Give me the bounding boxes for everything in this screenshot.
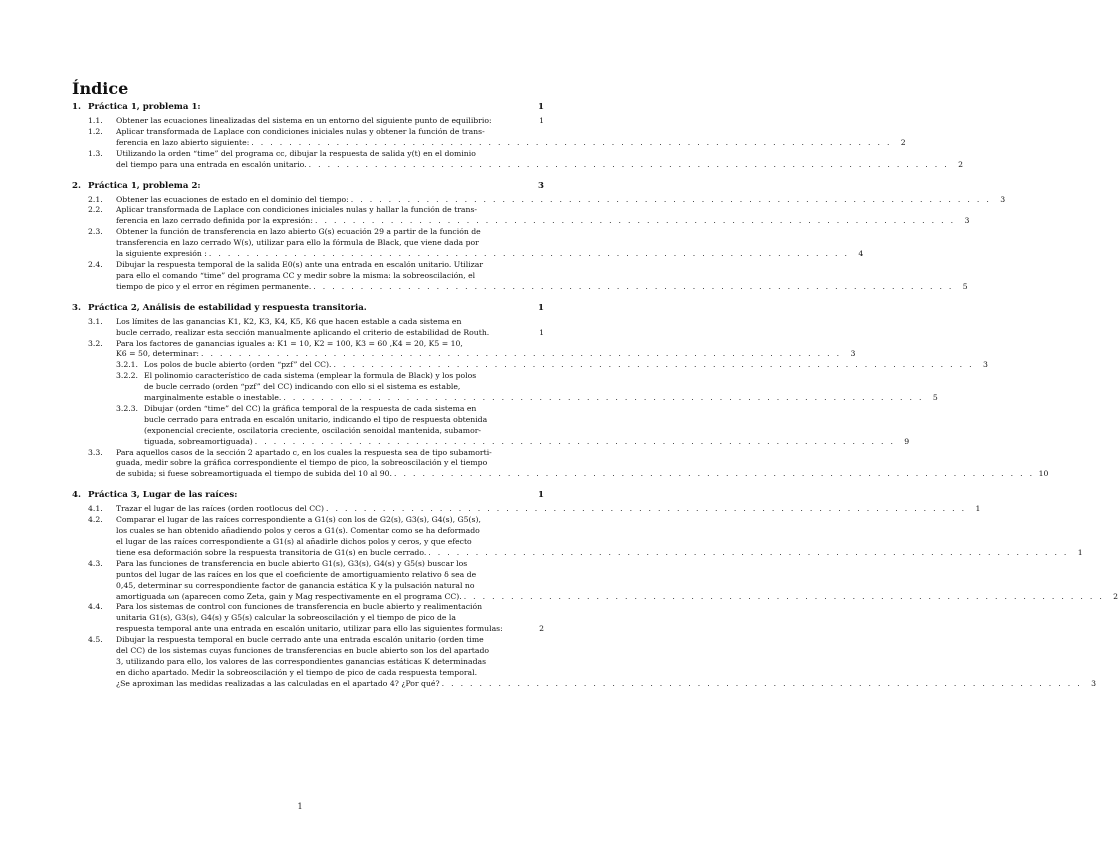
toc-entry[interactable]: [72, 602, 544, 635]
entry-last-line: [144, 360, 974, 371]
toc-section: [72, 180, 1006, 293]
entry-last-line: [116, 328, 530, 339]
dot-leader: . . . . . . . . . . . . . . . . . . . . . . . . . . . . . . . . . . . . . . . . . . . . . . . . . . . . . . . . . . . . . . . . . . . .: [200, 349, 842, 359]
entry-text: [116, 515, 1069, 559]
toc-entry[interactable]: [72, 371, 938, 404]
entry-text: [116, 116, 530, 127]
section-page: 1: [538, 302, 544, 313]
entry-line: Los límites de las ganancias K1, K2, K3, K4, K5, K6 que hacen estable a cada sistema en: [116, 316, 462, 326]
entry-line: respuesta temporal ante una entrada en escalón unitario, utilizar para ello las siguientes formulas:: [116, 624, 503, 634]
entry-page: 5: [962, 281, 968, 291]
toc-entry[interactable]: [72, 317, 544, 339]
entry-line: Utilizando la orden “time” del programa cc, dibujar la respuesta de salida y(t) en el dominio: [116, 148, 476, 158]
toc-entry[interactable]: [72, 403, 910, 448]
entry-text: [116, 602, 530, 635]
entry-text: [116, 149, 949, 171]
entry-line: Obtener las ecuaciones linealizadas del sistema en un entorno del siguiente punto de equilibrio:: [116, 116, 492, 125]
entry-line: amortiguada ωn (aparecen como Zeta, gain y Mag respectivamente en el programa CC).: [116, 591, 462, 601]
entry-line: Obtener las ecuaciones de estado en el dominio del tiempo:: [116, 194, 349, 204]
entry-number: 3.2.1.: [116, 360, 139, 370]
dot-leader: . . . . . . . . . . . . . . . . . . . . . . . . . . . . . . . . . . . . . . . . . . . . . . . . . . . . . . . . . . . . . . . . . . . .: [251, 137, 892, 147]
dot-leader: . . . . . . . . . . . . . . . . . . . . . . . . . . . . . . . . . . . . . . . . . . . . . . . . . . . . . . . . . . . . . . . . . . . .: [254, 436, 896, 446]
entry-text: [144, 360, 974, 371]
entry-text: [116, 559, 1104, 603]
entry-line: tiene esa deformación sobre la respuesta transitoria de G1(s) en bucle cerrado.: [116, 547, 427, 557]
entry-line: 3, utilizando para ello, los valores de las correspondientes ganancias estáticas K determinadas: [116, 656, 487, 666]
section-title: Práctica 1, problema 1:: [88, 102, 201, 112]
entry-text: [116, 227, 849, 260]
entry-number: 2.2.: [88, 205, 103, 215]
entry-line: Aplicar transformada de Laplace con condiciones iniciales nulas y hallar la función de trans-: [116, 205, 478, 215]
entry-text: [116, 127, 892, 149]
entry-number: 3.3.: [88, 447, 103, 457]
entry-line: Para las funciones de transferencia en bucle abierto G1(s), G3(s), G4(s) y G5(s) buscar los: [116, 558, 468, 568]
entry-text: [116, 504, 966, 515]
entry-text: [116, 317, 530, 339]
entry-page: 4: [858, 249, 864, 259]
toc-section: [72, 302, 1049, 481]
section-number: 1.: [72, 102, 81, 112]
section-number: 4.: [72, 490, 81, 501]
entry-line: de bucle cerrado (orden “pzf” del CC) indicando con ello si el sistema es estable,: [144, 382, 461, 392]
section-page: 1: [538, 490, 544, 501]
entry-line: Trazar el lugar de las raíces (orden rootlocus del CC): [116, 504, 324, 514]
toc-entry[interactable]: [72, 338, 856, 361]
entry-text: [144, 371, 924, 404]
entry-page: 3: [982, 360, 988, 370]
section-page: 3: [538, 180, 544, 191]
entry-line: para ello el comando “time” del programa CC y medir sobre la misma: la sobreoscilación, el: [116, 270, 476, 280]
entry-text: [116, 339, 841, 361]
entry-line: Para los sistemas de control con funciones de transferencia en bucle abierto y realimentación: [116, 602, 483, 612]
entry-number: 3.2.3.: [116, 403, 139, 413]
entry-last-line: [116, 624, 530, 635]
entry-page: 3: [1000, 194, 1006, 204]
section-title: Práctica 1, problema 2:: [88, 180, 201, 191]
toc-section: [72, 102, 963, 171]
dot-leader: . . . . . . . . . . . . . . . . . . . . . . . . . . . . . . . . . . . . . . . . . . . . . . . . . . . . . . . . . . . . . . . . . . . .: [283, 393, 924, 403]
entry-line: puntos del lugar de las raíces en los que el coeficiente de amortiguamiento relativo δ sea de: [116, 569, 477, 579]
entry-line: El polinomio característico de cada sistema (emplear la formula de Black) y los polos: [144, 371, 477, 381]
entry-last-line: [116, 249, 849, 260]
entry-line: la siguiente expresión :: [116, 249, 207, 259]
entry-page: 2: [539, 624, 544, 634]
entry-line: Obtener la función de transferencia en lazo abierto G(s) ecuación 29 a partir de la función de: [116, 227, 481, 237]
dot-leader: . . . . . . . . . . . . . . . . . . . . . . . . . . . . . . . . . . . . . . . . . . . . . . . . . . . . . . . . . . . . . . . . . . . .: [208, 249, 850, 259]
entry-text: [116, 448, 1034, 481]
entry-last-line: [144, 393, 924, 404]
entry-last-line: [116, 592, 1104, 603]
entry-page: 2: [900, 137, 906, 147]
section-title: Práctica 2, Análisis de estabilidad y respuesta transitoria.: [88, 302, 367, 313]
dot-leader: . . . . . . . . . . . . . . . . . . . . . . . . . . . . . . . . . . . . . . . . . . . . . . . . . . . . . . . . . . . . . . . . . . . .: [325, 504, 967, 514]
entry-last-line: [116, 469, 1034, 480]
entry-page: 3: [850, 349, 856, 359]
entry-number: 3.1.: [88, 316, 103, 326]
entry-line: transferencia en lazo cerrado W(s), utilizar para ello la fórmula de Black, que viene dada por: [116, 238, 479, 248]
dot-leader: . . . . . . . . . . . . . . . . . . . . . . . . . . . . . . . . . . . . . . . . . . . . . . . . . . . . . . . . . . . . . . . . . . . .: [463, 591, 1105, 601]
entry-number: 3.2.2.: [116, 371, 139, 381]
dot-leader: . . . . . . . . . . . . . . . . . . . . . . . . . . . . . . . . . . . . . . . . . . . . . . . . . . . . . . . . . . . . . . . . . . . .: [428, 547, 1069, 557]
entry-page: 1: [539, 327, 544, 337]
entry-last-line: [144, 437, 895, 448]
entry-page: 3: [1091, 678, 1096, 688]
dot-leader: . . . . . . . . . . . . . . . . . . . . . . . . . . . . . . . . . . . . . . . . . . . . . . . . . . . . . . . . . . . . . . . . . . . .: [314, 216, 956, 226]
entry-page: 2: [958, 159, 963, 169]
toc-entry[interactable]: [72, 126, 906, 149]
entry-line: bucle cerrado, realizar esta sección manualmente aplicando el criterio de estabilidad de Routh.: [116, 327, 490, 337]
entry-last-line: [116, 504, 966, 515]
page-number: 1: [297, 802, 303, 811]
entry-line: bucle cerrado para entrada en escalón unitario, indicando el tipo de respuesta obtenida: [144, 414, 488, 424]
entry-line: 0,45, determinar su correspondiente factor de ganancia estática K y la pulsación natural no: [116, 580, 475, 590]
section-heading[interactable]: [72, 303, 544, 317]
toc-entry[interactable]: [72, 635, 1096, 690]
entry-line: ¿Se aproximan las medidas realizadas a las calculadas en el apartado 4? ¿Por qué?: [116, 678, 440, 688]
dot-leader: . . . . . . . . . . . . . . . . . . . . . . . . . . . . . . . . . . . . . . . . . . . . . . . . . . . . . . . . . . . . . . . . . . . .: [308, 159, 949, 169]
entry-number: 2.1.: [88, 194, 103, 204]
entry-number: 2.3.: [88, 227, 103, 237]
section-number: 2.: [72, 180, 81, 191]
entry-line: del tiempo para una entrada en escalón unitario.: [116, 159, 307, 169]
toc-entry[interactable]: [72, 205, 970, 227]
toc-entry[interactable]: [72, 227, 864, 260]
toc-entry[interactable]: [72, 515, 1083, 559]
dot-leader: . . . . . . . . . . . . . . . . . . . . . . . . . . . . . . . . . . . . . . . . . . . . . . . . . . . . . . . . . . . . . . . . . . . .: [313, 281, 954, 291]
entry-number: 4.5.: [88, 635, 103, 645]
entry-number: 3.2.: [88, 338, 103, 348]
toc-section: [72, 490, 1118, 689]
section-heading[interactable]: [72, 102, 544, 116]
entry-last-line: [116, 282, 954, 293]
entry-line: Dibujar la respuesta temporal en bucle cerrado ante una entrada escalón unitario (orden time: [116, 635, 484, 645]
toc-entry[interactable]: [72, 447, 1049, 481]
entry-page: 3: [964, 216, 970, 226]
entry-line: Aplicar transformada de Laplace con condiciones iniciales nulas y obtener la función de trans-: [116, 126, 485, 136]
table-of-contents: [72, 102, 1118, 690]
entry-last-line: [116, 195, 991, 206]
section-title: Práctica 3, Lugar de las raíces:: [88, 490, 238, 501]
entry-text: [144, 404, 895, 448]
entry-line: tiempo de pico y el error en régimen permanente.: [116, 281, 312, 291]
section-number: 3.: [72, 302, 81, 313]
entry-line: (exponencial creciente, oscilatoria creciente, oscilación senoidal mantenida, subamor-: [144, 425, 481, 435]
entry-line: tiguada, sobreamortiguada): [144, 436, 253, 446]
dot-leader: . . . . . . . . . . . . . . . . . . . . . . . . . . . . . . . . . . . . . . . . . . . . . . . . . . . . . . . . . . . . . . . . . . . .: [350, 194, 992, 204]
entry-text: [116, 635, 1082, 690]
entry-line: de subida; si fuese sobreamortiguada el tiempo de subida del 10 al 90.: [116, 469, 392, 479]
entry-line: del CC) de los sistemas cuyas funciones de transferencias en bucle abierto son los del apartado: [116, 646, 490, 656]
entry-line: Los polos de bucle abierto (orden “pzf” del CC).: [144, 360, 332, 370]
entry-number: 4.4.: [88, 602, 103, 612]
dot-leader: . . . . . . . . . . . . . . . . . . . . . . . . . . . . . . . . . . . . . . . . . . . . . . . . . . . . . . . . . . . . . . . . . . . .: [441, 678, 1082, 688]
entry-page: 1: [539, 116, 544, 125]
toc-entry[interactable]: [72, 360, 988, 371]
entry-number: 1.3.: [88, 148, 103, 158]
entry-line: Para los factores de ganancias iguales a: K1 = 10, K2 = 100, K3 = 60 ,K4 = 20, K5 = 10,: [116, 338, 463, 348]
section-heading[interactable]: [72, 490, 544, 504]
entry-line: Comparar el lugar de las raíces correspondiente a G1(s) con los de G2(s), G3(s), G4(s), G5(s),: [116, 515, 481, 525]
entry-number: 1.2.: [88, 126, 103, 136]
entry-number: 2.4.: [88, 259, 103, 269]
entry-line: marginalmente estable o inestable.: [144, 393, 282, 403]
entry-number: 1.1.: [88, 116, 103, 125]
entry-last-line: [116, 160, 949, 171]
entry-line: el lugar de las raíces correspondiente a G1(s) al añadirle dichos polos y ceros, y que efecto: [116, 537, 472, 546]
toc-entry[interactable]: [72, 148, 963, 171]
entry-text: [116, 260, 954, 293]
entry-number: 4.3.: [88, 558, 103, 568]
entry-line: Dibujar (orden “time” del CC) la gráfica temporal de la respuesta de cada sistema en: [144, 403, 477, 413]
toc-entry[interactable]: [72, 116, 544, 127]
entry-last-line: [116, 548, 1069, 559]
entry-page: 9: [904, 436, 910, 446]
toc-entry[interactable]: [72, 194, 1006, 206]
entry-text: [116, 205, 955, 227]
entry-number: 4.2.: [88, 515, 103, 525]
dot-leader: . . . . . . . . . . . . . . . . . . . . . . . . . . . . . . . . . . . . . . . . . . . . . . . . . . . . . . . . . . . . . . . . . . . .: [333, 360, 974, 370]
section-page: 1: [538, 102, 544, 112]
toc-entry[interactable]: [72, 504, 981, 515]
entry-last-line: [116, 349, 841, 360]
entry-line: Para aquellos casos de la sección 2 apartado c, en los cuales la respuesta sea de tipo subamorti-: [116, 447, 492, 457]
entry-line: ferencia en lazo cerrado definida por la expresión:: [116, 216, 313, 226]
entry-last-line: [116, 679, 1082, 690]
entry-number: 4.1.: [88, 504, 103, 514]
entry-last-line: [116, 216, 955, 227]
toc-entry[interactable]: [72, 558, 1118, 603]
entry-page: 2: [1113, 591, 1118, 601]
entry-page: 5: [932, 393, 938, 403]
entry-last-line: [116, 138, 892, 149]
entry-line: unitaria G1(s), G3(s), G4(s) y G5(s) calcular la sobreoscilación y el tiempo de pico de la: [116, 613, 456, 623]
page-title: Índice: [72, 79, 129, 98]
entry-line: K6 = 50, determinar:: [116, 349, 199, 359]
entry-line: guada, medir sobre la gráfica correspondiente el tiempo de pico, la sobreoscilación y el tiempo: [116, 458, 488, 468]
entry-line: Dibujar la respuesta temporal de la salida E0(s) ante una entrada en escalón unitario. Utilizar: [116, 259, 483, 269]
entry-page: 1: [1077, 547, 1083, 557]
entry-line: ferencia en lazo abierto siguiente:: [116, 137, 250, 147]
toc-entry[interactable]: [72, 259, 968, 293]
entry-text: [116, 195, 991, 206]
entry-page: 1: [975, 504, 981, 514]
section-heading[interactable]: [72, 181, 544, 195]
entry-page: 10: [1038, 469, 1049, 479]
entry-line: en dicho apartado. Medir la sobreoscilación y el tiempo de pico de cada respuesta temporal.: [116, 667, 478, 677]
dot-leader: . . . . . . . . . . . . . . . . . . . . . . . . . . . . . . . . . . . . . . . . . . . . . . . . . . . . . . . . . . . . . . . . . . . .: [393, 469, 1035, 479]
entry-line: los cuales se han obtenido añadiendo polos y ceros a G1(s). Comentar como se ha deformado: [116, 526, 480, 536]
